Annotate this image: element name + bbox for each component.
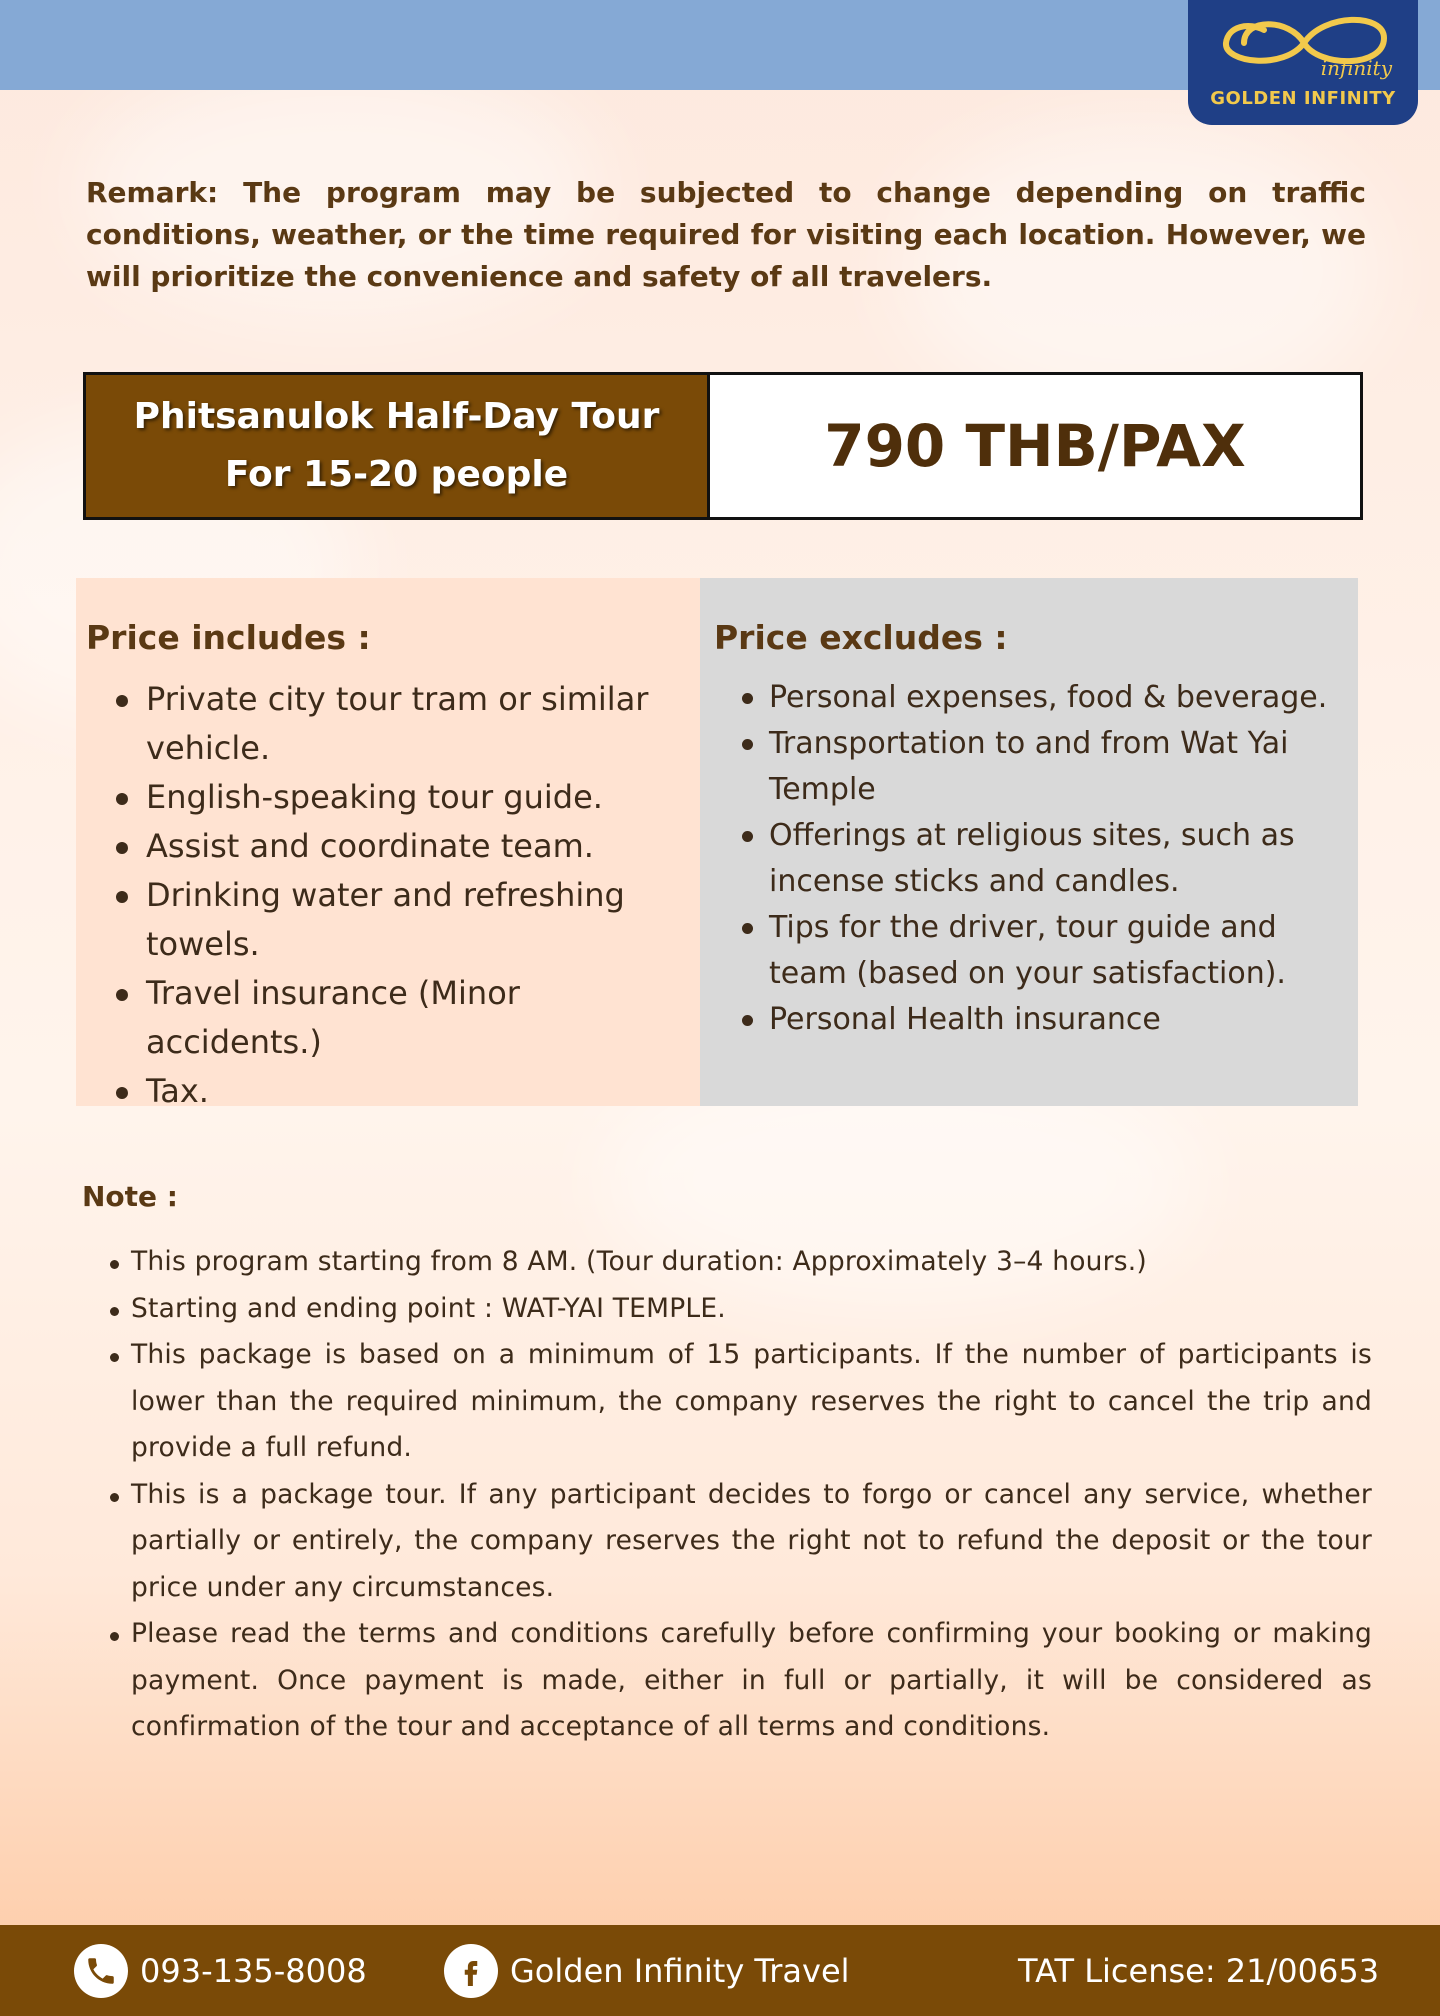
facebook-name: Golden Infinity Travel [510, 1951, 850, 1990]
footer-phone[interactable] [74, 1925, 367, 2016]
footer-facebook[interactable] [444, 1925, 850, 2016]
footer-license [1018, 1925, 1379, 2016]
list-item: Personal Health insurance [714, 997, 1358, 1043]
logo-brand-text: GOLDEN INFINITY [1210, 88, 1396, 109]
note-list [82, 1239, 1372, 1751]
phone-number: 093-135-8008 [140, 1951, 367, 1990]
price-includes-heading: Price includes : [86, 618, 371, 657]
list-item: Assist and coordinate team. [86, 822, 700, 871]
tour-title-line1: Phitsanulok Half-Day Tour [133, 396, 660, 437]
list-item: This is a package tour. If any participant decides to forgo or cancel any service, whether partially or entirely, the company reserves the right not to refund the deposit or the tour price under any circumstances. [82, 1472, 1372, 1612]
list-item: This package is based on a minimum of 15 participants. If the number of participants is lower than the required minimum, the company reserves the right to cancel the trip and provide a full refund. [82, 1332, 1372, 1472]
list-item: Offerings at religious sites, such as incense sticks and candles. [714, 813, 1358, 905]
list-item: This program starting from 8 AM. (Tour duration: Approximately 3–4 hours.) [82, 1239, 1372, 1286]
list-item: Transportation to and from Wat Yai Temple [714, 721, 1358, 813]
golden-infinity-logo [1188, 0, 1418, 125]
facebook-icon [444, 1944, 498, 1998]
tour-title-panel [86, 375, 710, 517]
tour-title-line2: For 15-20 people [224, 454, 569, 495]
price-excludes-heading: Price excludes : [714, 618, 1008, 657]
list-item: Tax. [86, 1067, 700, 1116]
footer-bar [0, 1925, 1440, 2016]
note-section [82, 1180, 1372, 1751]
list-item: English-speaking tour guide. [86, 773, 700, 822]
tat-license: TAT License: 21/00653 [1018, 1951, 1380, 1990]
list-item: Starting and ending point : WAT-YAI TEMPLE. [82, 1286, 1372, 1333]
list-item: Please read the terms and conditions carefully before confirming your booking or making payment. Once payment is made, either in full or partially, it will be considered as confirmation of the tour and acceptance of all terms and conditions. [82, 1611, 1372, 1751]
logo-script-text: infinity [1320, 56, 1392, 80]
note-heading: Note : [82, 1180, 178, 1213]
tour-price: 790 THB/PAX [824, 412, 1246, 480]
remark-text: Remark: The program may be subjected to change depending on traffic conditions, weather, or the time required for visiting each location. However, we will prioritize the convenience and safety of all travelers. [86, 176, 1366, 293]
list-item: Private city tour tram or similar vehicle. [86, 675, 700, 773]
list-item: Tips for the driver, tour guide and team (based on your satisfaction). [714, 905, 1358, 997]
list-item: Drinking water and refreshing towels. [86, 871, 700, 969]
list-item: Personal expenses, food & beverage. [714, 675, 1358, 721]
price-excludes-list [714, 675, 1358, 1043]
price-excludes-panel [700, 578, 1358, 1106]
list-item: Travel insurance (Minor accidents.) [86, 969, 700, 1067]
price-includes-list [86, 675, 700, 1116]
price-includes-panel [76, 578, 700, 1110]
phone-icon [74, 1944, 128, 1998]
tour-price-box [83, 372, 1363, 520]
